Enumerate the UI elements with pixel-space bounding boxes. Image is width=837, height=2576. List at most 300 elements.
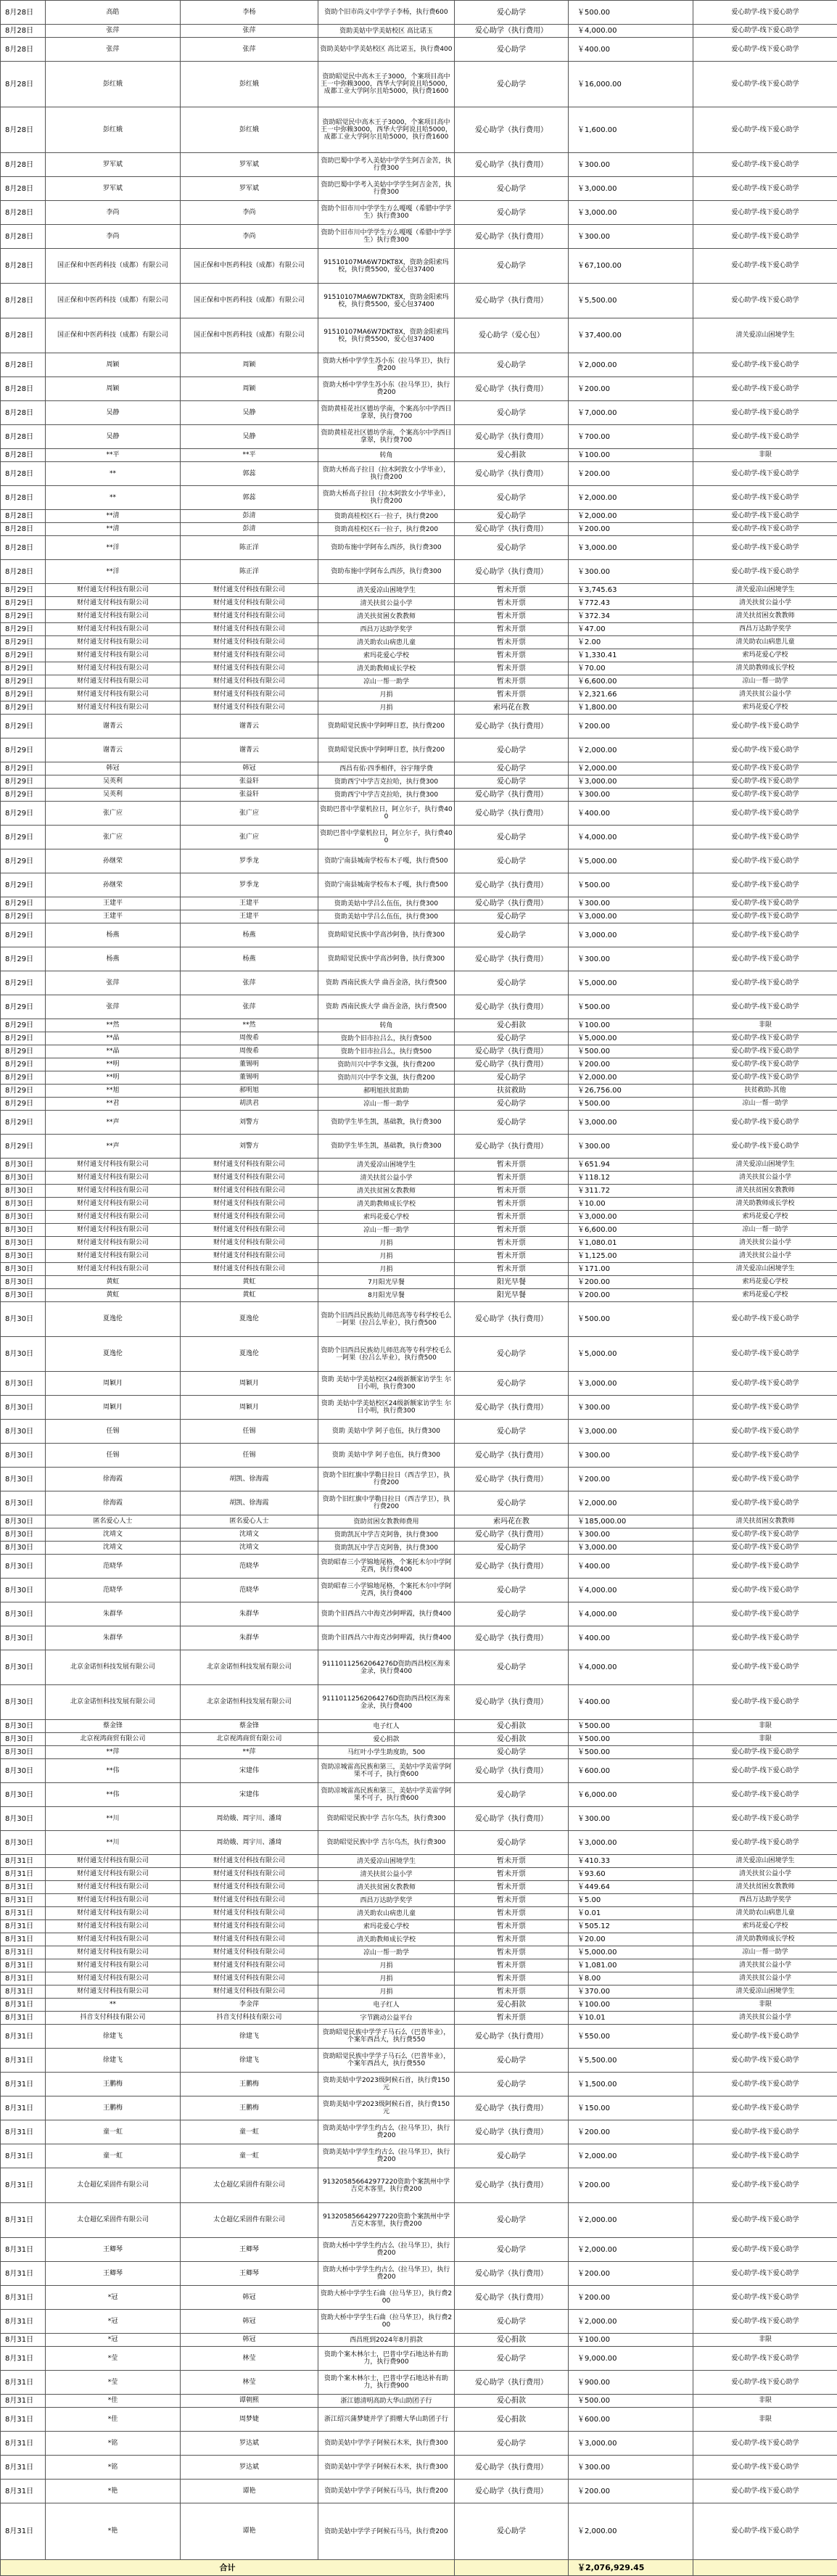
date-cell: 8月30日 xyxy=(1,1759,46,1783)
actual-donor-cell: 财付通支付科技有限公司 xyxy=(181,662,318,675)
project-cell: 爱心助学-线下爱心助学 xyxy=(693,1528,837,1542)
category-cell: 爱心助学（执行费用） xyxy=(455,1528,569,1542)
amount-cell: ￥200.00 xyxy=(569,1058,693,1071)
purpose-cell: 资助黄桂花社区德坊学南，个案高尔中学西日拿翠，执行费700 xyxy=(318,401,455,425)
actual-donor-cell: 罗达斌 xyxy=(181,2456,318,2480)
category-cell: 爱心助学（执行费用） xyxy=(455,2120,569,2144)
actual-donor-cell: 朱群华 xyxy=(181,1602,318,1626)
actual-donor-cell: 谭艳 xyxy=(181,2503,318,2560)
amount-cell: ￥3,000.00 xyxy=(569,536,693,560)
ledger-row xyxy=(1,947,837,971)
category-cell: 爱心助学（执行费用） xyxy=(455,425,569,449)
date-cell: 8月30日 xyxy=(1,1250,46,1263)
category-cell: 暂未开票 xyxy=(455,1868,569,1881)
purpose-cell: 索玛花爱心学校 xyxy=(318,649,455,662)
donor-cell: **旭 xyxy=(46,1085,181,1098)
ledger-row xyxy=(1,462,837,486)
actual-donor-cell: 财付通支付科技有限公司 xyxy=(181,1881,318,1894)
purpose-cell: 资助美姑中学2023级阿候石首，执行费150元 xyxy=(318,2073,455,2096)
project-cell: 爱心助学-线下爱心助学 xyxy=(693,1396,837,1420)
project-cell: 爱心助学-线下爱心助学 xyxy=(693,425,837,449)
purpose-cell: 资助巴蜀中学考入美姑中学学生阿吉金苦，执行费300 xyxy=(318,153,455,177)
category-cell: 爱心助学（执行费用） xyxy=(455,25,569,38)
date-cell: 8月30日 xyxy=(1,1159,46,1172)
purpose-cell: 资助大桥中学学生石曲（拉马华卫），执行费200 xyxy=(318,2310,455,2334)
category-cell: 爱心捐款 xyxy=(455,2395,569,2408)
ledger-row xyxy=(1,2286,837,2310)
amount-cell: ￥185,000.00 xyxy=(569,1515,693,1528)
amount-cell: ￥400.00 xyxy=(569,1685,693,1720)
category-cell: 爱心助学（执行费用） xyxy=(455,107,569,153)
date-cell: 8月31日 xyxy=(1,1946,46,1959)
project-cell: 清关扶贫公益小学 xyxy=(693,1959,837,1972)
actual-donor-cell: 罗军斌 xyxy=(181,177,318,201)
donor-cell: 童一虹 xyxy=(46,2144,181,2168)
donor-cell: 彭红娥 xyxy=(46,107,181,153)
date-cell: 8月29日 xyxy=(1,597,46,610)
category-cell: 暂未开票 xyxy=(455,623,569,636)
actual-donor-cell: 财付通支付科技有限公司 xyxy=(181,584,318,597)
date-cell: 8月30日 xyxy=(1,1372,46,1396)
amount-cell: ￥3,000.00 xyxy=(569,775,693,789)
category-cell: 暂未开票 xyxy=(455,1907,569,1920)
purpose-cell: 资助巴普中学蒙机拉日，阿立尔子，执行费400 xyxy=(318,826,455,849)
category-cell: 爱心助学 xyxy=(455,1071,569,1085)
donor-cell: 孙继荣 xyxy=(46,873,181,897)
purpose-cell: 资助昭春三小学锦地尾格，个案托木尔中学阿克西，执行费400 xyxy=(318,1555,455,1579)
project-cell: 爱心助学-线下爱心助学 xyxy=(693,849,837,873)
donor-cell: **萍 xyxy=(46,1746,181,1759)
category-cell: 爱心助学 xyxy=(455,738,569,762)
actual-donor-cell: 张益轩 xyxy=(181,789,318,802)
ledger-row xyxy=(1,688,837,701)
purpose-cell: 资助个旧西昌民族幼儿师范高等专科学校毛么一阿果（拉吕么毕业），执行费500 xyxy=(318,1302,455,1337)
actual-donor-cell: 宋建伟 xyxy=(181,1783,318,1807)
purpose-cell: 913205856642977220资助个案凯州中学吉克木客里，执行费200 xyxy=(318,2168,455,2203)
donor-cell: 财付通支付科技有限公司 xyxy=(46,584,181,597)
category-cell: 爱心助学（执行费用） xyxy=(455,897,569,910)
project-cell: 爱心助学-线下爱心助学 xyxy=(693,2073,837,2096)
project-cell: 清关爱凉山困境学生 xyxy=(693,1855,837,1868)
donor-cell: 吴静 xyxy=(46,425,181,449)
date-cell: 8月29日 xyxy=(1,1045,46,1058)
project-cell: 清关扶贫公益小学 xyxy=(693,1868,837,1881)
total-blank-end xyxy=(693,2560,837,2576)
ledger-row xyxy=(1,1759,837,1783)
donor-cell: 北京视鸿商贸有限公司 xyxy=(46,1733,181,1746)
actual-donor-cell: 杨燕 xyxy=(181,923,318,947)
donor-cell: 周颖月 xyxy=(46,1372,181,1396)
date-cell: 8月30日 xyxy=(1,1626,46,1650)
amount-cell: ￥3,000.00 xyxy=(569,923,693,947)
date-cell: 8月29日 xyxy=(1,584,46,597)
date-cell: 8月29日 xyxy=(1,1071,46,1085)
actual-donor-cell: 董锡明 xyxy=(181,1058,318,1071)
project-cell: 爱心助学-线下爱心助学 xyxy=(693,25,837,38)
purpose-cell: 资助美姑中学学子阿候石马马，执行费200 xyxy=(318,2503,455,2560)
project-cell: 扶贫救助-其他 xyxy=(693,1085,837,1098)
purpose-cell: 资助美姑中学吕么伍伍，执行费300 xyxy=(318,897,455,910)
purpose-cell: 资助 西南民族大学 曲吾金洛，执行费500 xyxy=(318,995,455,1019)
amount-cell: ￥67,100.00 xyxy=(569,249,693,284)
ledger-row xyxy=(1,995,837,1019)
date-cell: 8月30日 xyxy=(1,1579,46,1602)
donor-cell: *冠 xyxy=(46,2334,181,2347)
date-cell: 8月31日 xyxy=(1,2432,46,2456)
project-cell: 非限 xyxy=(693,2334,837,2347)
purpose-cell: 资助美姑中学学子阿候石马马，执行费200 xyxy=(318,2480,455,2503)
purpose-cell: 凉山一帮一助学 xyxy=(318,1098,455,1111)
category-cell: 爱心助学 xyxy=(455,1831,569,1855)
purpose-cell: 资助川兴中学李文强，执行费200 xyxy=(318,1071,455,1085)
category-cell: 爱心助学（执行费用） xyxy=(455,225,569,249)
actual-donor-cell: 财付通支付科技有限公司 xyxy=(181,1237,318,1250)
purpose-cell: 西昌万达助学奖学 xyxy=(318,623,455,636)
date-cell: 8月31日 xyxy=(1,1986,46,1999)
category-cell: 爱心助学（执行费用） xyxy=(455,2025,569,2049)
project-cell: 爱心助学-线下爱心助学 xyxy=(693,738,837,762)
project-cell: 爱心助学-线下爱心助学 xyxy=(693,873,837,897)
category-cell: 爱心助学（执行费用） xyxy=(455,2168,569,2203)
ledger-row xyxy=(1,1185,837,1198)
ledger-row xyxy=(1,1491,837,1515)
ledger-row xyxy=(1,1420,837,1444)
donor-cell: 财付通支付科技有限公司 xyxy=(46,623,181,636)
purpose-cell: 资助昭觉民族中学阿呷日惹，执行费200 xyxy=(318,738,455,762)
actual-donor-cell: 财付通支付科技有限公司 xyxy=(181,649,318,662)
ledger-row xyxy=(1,802,837,826)
category-cell: 暂未开票 xyxy=(455,1946,569,1959)
category-cell: 爱心助学（执行费用） xyxy=(455,1444,569,1468)
ledger-row xyxy=(1,1602,837,1626)
actual-donor-cell: 张广应 xyxy=(181,802,318,826)
date-cell: 8月29日 xyxy=(1,775,46,789)
amount-cell: ￥8.00 xyxy=(569,1972,693,1986)
date-cell: 8月28日 xyxy=(1,462,46,486)
project-cell: 清关扶贫公益小学 xyxy=(693,597,837,610)
ledger-row xyxy=(1,1396,837,1420)
category-cell: 爱心助学（执行费用） xyxy=(455,560,569,584)
category-cell: 爱心助学 xyxy=(455,1372,569,1396)
donor-cell: 北京金诺恒科技发展有限公司 xyxy=(46,1650,181,1685)
amount-cell: ￥300.00 xyxy=(569,1396,693,1420)
ledger-row xyxy=(1,2025,837,2049)
purpose-cell: 91510107MA6W7DKT8X，资助金阳索玛校，执行费5500，爱心包37400 xyxy=(318,284,455,318)
actual-donor-cell: 财付通支付科技有限公司 xyxy=(181,1263,318,1276)
project-cell: 爱心助学-线下爱心助学 xyxy=(693,715,837,738)
donor-cell: ** xyxy=(46,462,181,486)
donor-cell: 吴静 xyxy=(46,401,181,425)
purpose-cell: 资助贫困女教教师费用 xyxy=(318,1515,455,1528)
ledger-row xyxy=(1,701,837,715)
purpose-cell: 资助学生毕生凯，基础教，执行费300 xyxy=(318,1111,455,1135)
amount-cell: ￥171.00 xyxy=(569,1263,693,1276)
project-cell: 爱心助学-线下爱心助学 xyxy=(693,1831,837,1855)
amount-cell: ￥300.00 xyxy=(569,789,693,802)
amount-cell: ￥300.00 xyxy=(569,225,693,249)
actual-donor-cell: 彭红娥 xyxy=(181,62,318,107)
project-cell: 清关扶贫公益小学 xyxy=(693,1237,837,1250)
actual-donor-cell: 胡凯、徐海霞 xyxy=(181,1491,318,1515)
amount-cell: ￥93.60 xyxy=(569,1868,693,1881)
ledger-row xyxy=(1,597,837,610)
donor-cell: **伟 xyxy=(46,1783,181,1807)
category-cell: 爱心助学 xyxy=(455,1032,569,1045)
amount-cell: ￥2,000.00 xyxy=(569,353,693,377)
actual-donor-cell: 林莹 xyxy=(181,2347,318,2371)
category-cell: 暂未开票 xyxy=(455,2012,569,2025)
actual-donor-cell: 罗季龙 xyxy=(181,849,318,873)
date-cell: 8月31日 xyxy=(1,2395,46,2408)
actual-donor-cell: 财付通支付科技有限公司 xyxy=(181,1198,318,1211)
purpose-cell: 月捐 xyxy=(318,1263,455,1276)
category-cell: 爱心助学 xyxy=(455,2203,569,2238)
purpose-cell: 资助昭觉民中高木王子3000，个案项目高中王一中弥赖3000，西华大学阿说且哈5000，成都工业大学阿尔且哈5000，执行费1600 xyxy=(318,62,455,107)
purpose-cell: 资助昭觉民族中学阿呷日惹，执行费200 xyxy=(318,715,455,738)
purpose-cell: 资助昭觉民族中学 吉尔乌杰，执行费300 xyxy=(318,1807,455,1831)
ledger-row xyxy=(1,738,837,762)
donor-cell: 国正保和中医药科技（成都）有限公司 xyxy=(46,284,181,318)
project-cell: 爱心助学-线下爱心助学 xyxy=(693,1650,837,1685)
actual-donor-cell: 抖音支付科技有限公司 xyxy=(181,2012,318,2025)
purpose-cell: 资助昭觉民族中学 吉尔乌杰，执行费300 xyxy=(318,1831,455,1855)
actual-donor-cell: 财付通支付科技有限公司 xyxy=(181,1159,318,1172)
actual-donor-cell: 陈正洋 xyxy=(181,560,318,584)
donor-cell: 太仓超亿采固件有限公司 xyxy=(46,2168,181,2203)
purpose-cell: 资助 美姑中学 阿子也伍，执行费300 xyxy=(318,1420,455,1444)
project-cell: 非限 xyxy=(693,1019,837,1032)
date-cell: 8月31日 xyxy=(1,1972,46,1986)
project-cell: 爱心助学-线下爱心助学 xyxy=(693,1602,837,1626)
category-cell: 爱心助学 xyxy=(455,401,569,425)
project-cell: 爱心助学-线下爱心助学 xyxy=(693,153,837,177)
purpose-cell: 资助 美姑中学美姑校区24级新额家访学生 尔日小明，执行费300 xyxy=(318,1372,455,1396)
date-cell: 8月30日 xyxy=(1,1172,46,1185)
donor-cell: 张广应 xyxy=(46,802,181,826)
donor-cell: 财付通支付科技有限公司 xyxy=(46,1224,181,1237)
project-cell: 清关爱凉山困境学生 xyxy=(693,584,837,597)
donor-cell: **伟 xyxy=(46,1759,181,1783)
date-cell: 8月29日 xyxy=(1,623,46,636)
category-cell: 爱心助学（执行费用） xyxy=(455,1396,569,1420)
donor-cell: 财付通支付科技有限公司 xyxy=(46,1933,181,1946)
purpose-cell: 清关扶贫困女教教师 xyxy=(318,610,455,623)
actual-donor-cell: 夏逸伦 xyxy=(181,1337,318,1372)
amount-cell: ￥3,000.00 xyxy=(569,1372,693,1396)
amount-cell: ￥6,000.00 xyxy=(569,1783,693,1807)
actual-donor-cell: 彭红娥 xyxy=(181,107,318,153)
ledger-row xyxy=(1,584,837,597)
purpose-cell: 资助大桥高子拉日（拉木阿敦女小学毕业），执行费200 xyxy=(318,462,455,486)
actual-donor-cell: 罗季龙 xyxy=(181,873,318,897)
category-cell: 爱心捐款 xyxy=(455,1733,569,1746)
donor-cell: *铭 xyxy=(46,2432,181,2456)
project-cell: 爱心助学-线下爱心助学 xyxy=(693,1685,837,1720)
date-cell: 8月31日 xyxy=(1,2073,46,2096)
date-cell: 8月31日 xyxy=(1,2286,46,2310)
date-cell: 8月31日 xyxy=(1,2203,46,2238)
date-cell: 8月30日 xyxy=(1,1289,46,1302)
purpose-cell: 资助川兴中学李文强，执行费200 xyxy=(318,1058,455,1071)
category-cell: 爱心助学 xyxy=(455,1579,569,1602)
date-cell: 8月28日 xyxy=(1,201,46,225)
category-cell: 爱心助学 xyxy=(455,2432,569,2456)
ledger-row xyxy=(1,201,837,225)
purpose-cell: 资助巴普中学蒙机拉日，阿立尔子，执行费400 xyxy=(318,802,455,826)
date-cell: 8月29日 xyxy=(1,849,46,873)
category-cell: 爱心助学 xyxy=(455,1,569,25)
amount-cell: ￥3,000.00 xyxy=(569,201,693,225)
category-cell: 爱心助学 xyxy=(455,510,569,523)
date-cell: 8月29日 xyxy=(1,897,46,910)
purpose-cell: 凉山一帮一助学 xyxy=(318,675,455,688)
date-cell: 8月30日 xyxy=(1,1807,46,1831)
project-cell: 爱心助学-线下爱心助学 xyxy=(693,2025,837,2049)
actual-donor-cell: 财付通支付科技有限公司 xyxy=(181,1920,318,1933)
project-cell: 爱心助学-线下爱心助学 xyxy=(693,560,837,584)
amount-cell: ￥3,000.00 xyxy=(569,1211,693,1224)
category-cell: 索玛花在教 xyxy=(455,701,569,715)
actual-donor-cell: 财付通支付科技有限公司 xyxy=(181,1868,318,1881)
ledger-row xyxy=(1,2262,837,2286)
purpose-cell: 资助个旧西昌六中海克沙阿呷霞，执行费400 xyxy=(318,1626,455,1650)
donor-cell: 周颖 xyxy=(46,353,181,377)
amount-cell: ￥370.00 xyxy=(569,1986,693,1999)
amount-cell: ￥651.94 xyxy=(569,1159,693,1172)
date-cell: 8月30日 xyxy=(1,1746,46,1759)
ledger-row xyxy=(1,1746,837,1759)
actual-donor-cell: 王建平 xyxy=(181,910,318,923)
ledger-row xyxy=(1,762,837,775)
donor-cell: *佳 xyxy=(46,2408,181,2432)
ledger-row xyxy=(1,1528,837,1542)
category-cell: 阳光早餐 xyxy=(455,1276,569,1289)
actual-donor-cell: 谢菁云 xyxy=(181,715,318,738)
purpose-cell: 资助昭春三小学锦地尾格，个案托木尔中学阿克西，执行费400 xyxy=(318,1579,455,1602)
category-cell: 爱心助学 xyxy=(455,536,569,560)
ledger-row xyxy=(1,1198,837,1211)
amount-cell: ￥300.00 xyxy=(569,1528,693,1542)
ledger-row xyxy=(1,1868,837,1881)
category-cell: 暂未开票 xyxy=(455,1972,569,1986)
category-cell: 爱心助学 xyxy=(455,1337,569,1372)
actual-donor-cell: 国正保和中医药科技（成都）有限公司 xyxy=(181,284,318,318)
ledger-row xyxy=(1,249,837,284)
donor-cell: 财付通支付科技有限公司 xyxy=(46,1263,181,1276)
actual-donor-cell: 王鹏梅 xyxy=(181,2073,318,2096)
amount-cell: ￥5,000.00 xyxy=(569,971,693,995)
ledger-row xyxy=(1,2503,837,2560)
date-cell: 8月31日 xyxy=(1,2408,46,2432)
purpose-cell: 浙江绍兴蒲梦婕并学了捐赠大华山助团子行 xyxy=(318,2408,455,2432)
project-cell: 爱心助学-线下爱心助学 xyxy=(693,107,837,153)
purpose-cell: 郝明旭扶贫助助 xyxy=(318,1085,455,1098)
amount-cell: ￥505.12 xyxy=(569,1920,693,1933)
amount-cell: ￥4,000.00 xyxy=(569,826,693,849)
purpose-cell: 资助美姑中学学子阿候石木米，执行费300 xyxy=(318,2432,455,2456)
actual-donor-cell: 韩冠 xyxy=(181,762,318,775)
ledger-row xyxy=(1,449,837,462)
amount-cell: ￥200.00 xyxy=(569,715,693,738)
actual-donor-cell: 童一虹 xyxy=(181,2144,318,2168)
donor-cell: 徐建飞 xyxy=(46,2025,181,2049)
actual-donor-cell: 北京金诺恒科技发展有限公司 xyxy=(181,1685,318,1720)
purpose-cell: 913205856642977220资助个案凯州中学吉克木客里，执行费200 xyxy=(318,2203,455,2238)
category-cell: 爱心助学 xyxy=(455,2049,569,2073)
amount-cell: ￥26,756.00 xyxy=(569,1085,693,1098)
actual-donor-cell: 谭艳 xyxy=(181,2480,318,2503)
purpose-cell: 爱心捐款 xyxy=(318,1733,455,1746)
project-cell: 爱心助学-线下爱心助学 xyxy=(693,2347,837,2371)
purpose-cell: 月捐 xyxy=(318,1237,455,1250)
amount-cell: ￥400.00 xyxy=(569,802,693,826)
donor-cell: *铭 xyxy=(46,2456,181,2480)
date-cell: 8月31日 xyxy=(1,1933,46,1946)
date-cell: 8月28日 xyxy=(1,353,46,377)
ledger-row xyxy=(1,2347,837,2371)
amount-cell: ￥6,600.00 xyxy=(569,1224,693,1237)
category-cell: 爱心助学（执行费用） xyxy=(455,2371,569,2395)
donor-cell: 财付通支付科技有限公司 xyxy=(46,1959,181,1972)
project-cell: 凉山一帮一助学 xyxy=(693,1224,837,1237)
donor-cell: 财付通支付科技有限公司 xyxy=(46,1198,181,1211)
category-cell: 爱心助学 xyxy=(455,249,569,284)
category-cell: 爱心助学 xyxy=(455,1542,569,1555)
date-cell: 8月31日 xyxy=(1,2144,46,2168)
project-cell: 非限 xyxy=(693,449,837,462)
ledger-row xyxy=(1,1372,837,1396)
actual-donor-cell: 董锡明 xyxy=(181,1071,318,1085)
category-cell: 爱心捐款 xyxy=(455,1999,569,2012)
project-cell: 清关扶贫公益小学 xyxy=(693,1972,837,1986)
amount-cell: ￥3,000.00 xyxy=(569,1111,693,1135)
amount-cell: ￥10.00 xyxy=(569,1198,693,1211)
date-cell: 8月31日 xyxy=(1,2347,46,2371)
ledger-row xyxy=(1,177,837,201)
date-cell: 8月31日 xyxy=(1,1881,46,1894)
date-cell: 8月31日 xyxy=(1,1868,46,1881)
project-cell: 爱心助学-线下爱心助学 xyxy=(693,1807,837,1831)
actual-donor-cell: 胡洪君 xyxy=(181,1098,318,1111)
actual-donor-cell: 财付通支付科技有限公司 xyxy=(181,623,318,636)
category-cell: 暂未开票 xyxy=(455,597,569,610)
amount-cell: ￥5,000.00 xyxy=(569,1946,693,1959)
category-cell: 爱心助学（执行费用） xyxy=(455,2262,569,2286)
amount-cell: ￥5.00 xyxy=(569,1894,693,1907)
actual-donor-cell: 太仓超亿采固件有限公司 xyxy=(181,2168,318,2203)
amount-cell: ￥150.00 xyxy=(569,2096,693,2120)
purpose-cell: 索玛花爱心学校 xyxy=(318,1211,455,1224)
ledger-row xyxy=(1,1907,837,1920)
actual-donor-cell: 财付通支付科技有限公司 xyxy=(181,1894,318,1907)
actual-donor-cell: 财付通支付科技有限公司 xyxy=(181,1986,318,1999)
date-cell: 8月30日 xyxy=(1,1276,46,1289)
category-cell: 爱心捐款 xyxy=(455,449,569,462)
donor-cell: 财付通支付科技有限公司 xyxy=(46,1907,181,1920)
amount-cell: ￥200.00 xyxy=(569,2120,693,2144)
ledger-row xyxy=(1,523,837,536)
purpose-cell: 资助布施中学阿布么西莎，执行费300 xyxy=(318,560,455,584)
actual-donor-cell: 李尚 xyxy=(181,225,318,249)
project-cell: 爱心助学-线下爱心助学 xyxy=(693,2371,837,2395)
category-cell: 爱心助学 xyxy=(455,2347,569,2371)
amount-cell: ￥10.01 xyxy=(569,2012,693,2025)
ledger-row xyxy=(1,1237,837,1250)
ledger-row xyxy=(1,2310,837,2334)
donor-cell: 蔡金锋 xyxy=(46,1720,181,1733)
actual-donor-cell: 张萍 xyxy=(181,25,318,38)
date-cell: 8月31日 xyxy=(1,2168,46,2203)
